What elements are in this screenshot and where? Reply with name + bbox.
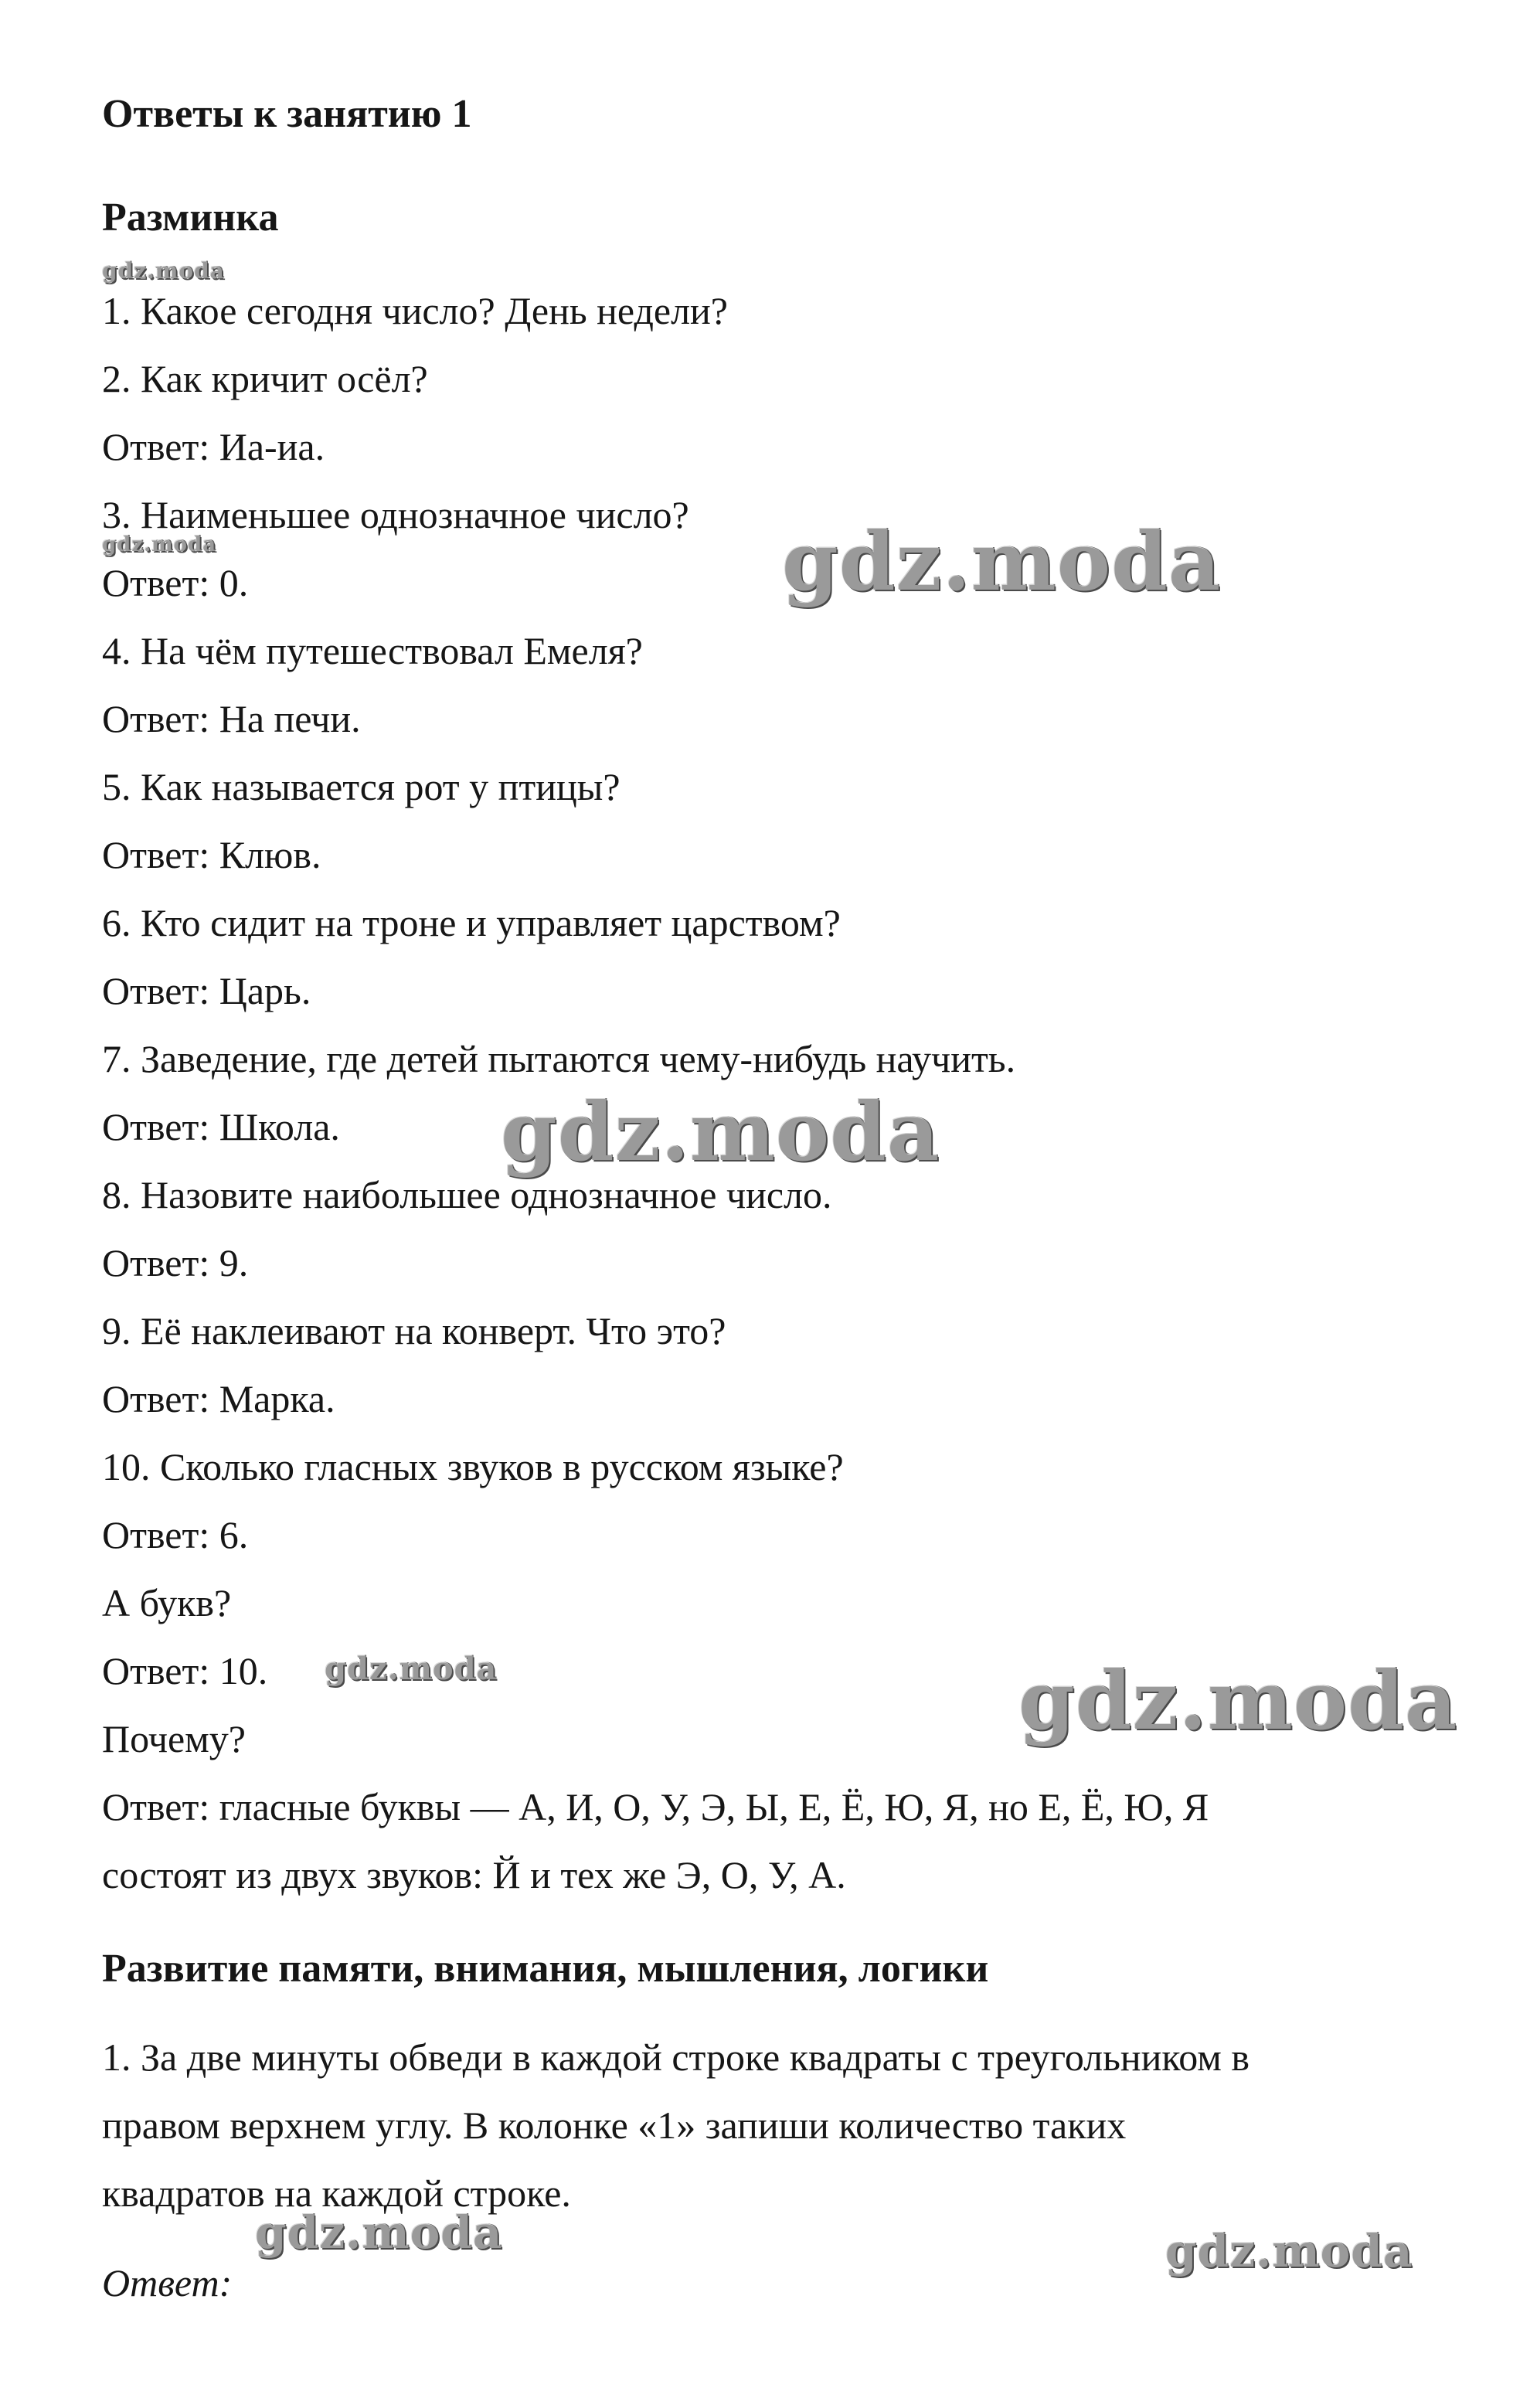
- warmup-answer-10: Ответ: 6.: [102, 1513, 249, 1556]
- warmup-answer-5: Ответ: Клюв.: [102, 833, 321, 876]
- watermark: gdz.moda: [102, 533, 217, 556]
- warmup-question-10c: Почему?: [102, 1717, 246, 1760]
- warmup-question-8: 8. Назовите наибольшее однозначное число.: [102, 1173, 832, 1216]
- warmup-question-6: 6. Кто сидит на троне и управляет царством?: [102, 901, 841, 944]
- warmup-answer-10b: Ответ: 10.: [102, 1649, 268, 1692]
- watermark: gdz.moda: [325, 1651, 498, 1687]
- watermark: gdz.moda: [782, 514, 1222, 609]
- warmup-question-10b: А букв?: [102, 1581, 232, 1624]
- warmup-question-10: 10. Сколько гласных звуков в русском языке?: [102, 1445, 844, 1488]
- warmup-answer-7: Ответ: Школа.: [102, 1105, 340, 1148]
- task-1-line-2: правом верхнем углу. В колонке «1» запиши количество таких: [102, 2104, 1127, 2147]
- warmup-answer-4: Ответ: На печи.: [102, 697, 361, 740]
- warmup-question-3: 3. Наименьшее однозначное число?: [102, 493, 689, 536]
- task-1-line-1: 1. За две минуты обведи в каждой строке квадраты с треугольником в: [102, 2036, 1250, 2079]
- warmup-answer-6: Ответ: Царь.: [102, 969, 311, 1012]
- watermark: gdz.moda: [255, 2206, 503, 2259]
- task-1-answer-label: Ответ:: [102, 2261, 233, 2304]
- task-1-line-3: квадратов на каждой строке.: [102, 2172, 571, 2215]
- warmup-question-2: 2. Как кричит осёл?: [102, 357, 428, 400]
- watermark: gdz.moda: [501, 1084, 940, 1179]
- watermark: gdz.moda: [1018, 1653, 1458, 1748]
- page-title: Ответы к занятию 1: [102, 92, 472, 136]
- warmup-answer-10c-line2: состоят из двух звуков: Й и тех же Э, О, У, А.: [102, 1853, 846, 1896]
- warmup-question-4: 4. На чём путешествовал Емеля?: [102, 629, 643, 672]
- warmup-answer-2: Ответ: Иа-иа.: [102, 425, 325, 468]
- section-heading-development: Развитие памяти, внимания, мышления, логики: [102, 1947, 989, 1991]
- warmup-question-9: 9. Её наклеивают на конверт. Что это?: [102, 1309, 726, 1352]
- warmup-answer-3: Ответ: 0.: [102, 561, 249, 604]
- section-heading-warmup: Разминка: [102, 196, 279, 240]
- warmup-answer-9: Ответ: Марка.: [102, 1377, 335, 1420]
- warmup-answer-10c-line1: Ответ: гласные буквы — А, И, О, У, Э, Ы, Е, Ё, Ю, Я, но Е, Ё, Ю, Я: [102, 1785, 1209, 1828]
- warmup-answer-8: Ответ: 9.: [102, 1241, 249, 1284]
- watermark: gdz.moda: [102, 258, 225, 284]
- watermark: gdz.moda: [1165, 2225, 1413, 2277]
- warmup-question-5: 5. Как называется рот у птицы?: [102, 765, 620, 808]
- warmup-question-7: 7. Заведение, где детей пытаются чему-нибудь научить.: [102, 1037, 1016, 1080]
- warmup-question-1: 1. Какое сегодня число? День недели?: [102, 289, 728, 332]
